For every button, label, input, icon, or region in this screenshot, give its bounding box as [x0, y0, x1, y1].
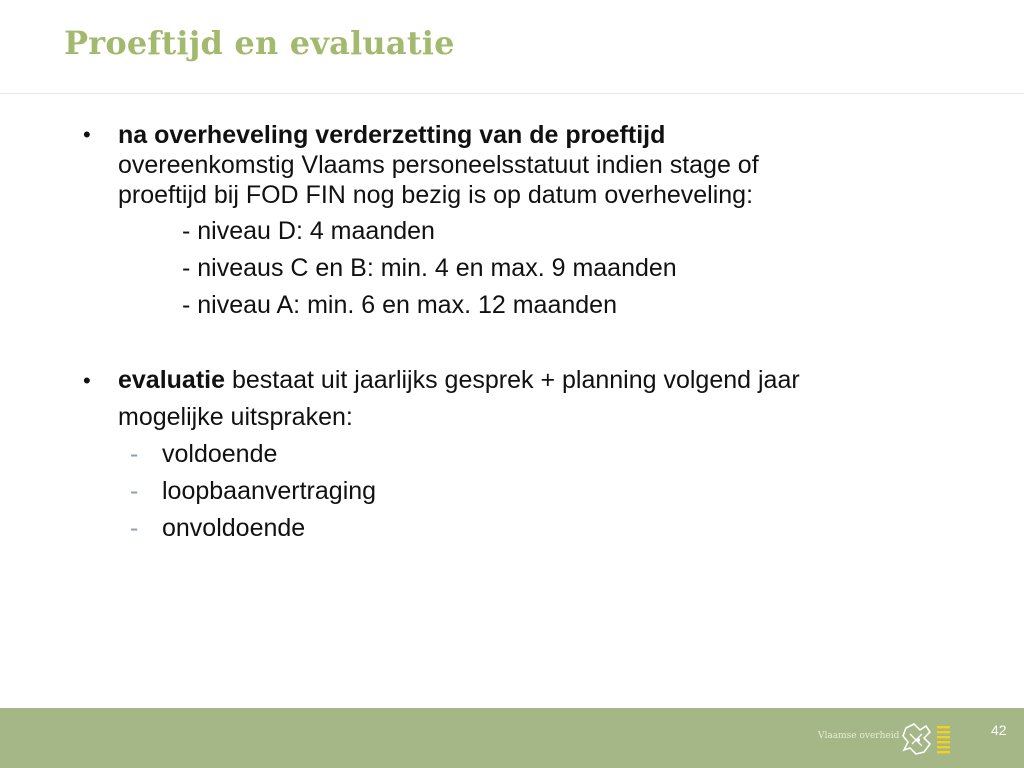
list-item-label: onvoldoende: [162, 514, 306, 542]
list-item-label: loopbaanvertraging: [162, 477, 377, 505]
sub-item-niveau-a: - niveau A: min. 6 en max. 12 maanden: [182, 291, 617, 319]
list-item-voldoende: [80, 436, 1000, 473]
list-item-loopbaanvertraging: [80, 473, 1000, 510]
bullet-proeftijd-line1: overeenkomstig Vlaams personeelsstatuut indien stage of: [118, 151, 759, 179]
dash-marker: -: [130, 514, 139, 542]
bullet-marker: •: [83, 368, 91, 393]
bullet-proeftijd: [80, 120, 1000, 210]
list-item-label: voldoende: [162, 440, 278, 468]
bullet-proeftijd-bold: na overheveling verderzetting van de proeftijd: [118, 121, 666, 149]
bullet-evaluatie-line1: [118, 362, 1000, 399]
sub-item-niveau-cb: - niveaus C en B: min. 4 en max. 9 maanden: [182, 254, 677, 282]
bullet-evaluatie: [80, 362, 1000, 436]
bullet-proeftijd-line2: proeftijd bij FOD FIN nog bezig is op datum overheveling:: [118, 181, 754, 209]
bullet-evaluatie-rest: bestaat uit jaarlijks gesprek + planning volgend jaar: [225, 366, 800, 394]
slide-content: [80, 120, 1000, 547]
logo-wordmark: Vlaamse overheid: [818, 731, 900, 741]
sub-item-niveau-d: - niveau D: 4 maanden: [182, 217, 435, 245]
title-divider: [0, 93, 1024, 94]
list-item-onvoldoende: [80, 510, 1000, 547]
bullet-proeftijd-heading: [118, 120, 1000, 150]
bullet-evaluatie-line2: mogelijke uitspraken:: [118, 403, 353, 431]
lion-logo-icon: [900, 720, 954, 760]
bullet-marker: •: [83, 122, 91, 147]
dash-marker: -: [130, 477, 139, 505]
page-number: 42: [991, 722, 1007, 738]
dash-marker: -: [130, 440, 139, 468]
footer-band: [0, 708, 1024, 768]
bullet-evaluatie-bold: evaluatie: [118, 366, 226, 394]
slide-title: Proeftijd en evaluatie: [64, 24, 455, 62]
